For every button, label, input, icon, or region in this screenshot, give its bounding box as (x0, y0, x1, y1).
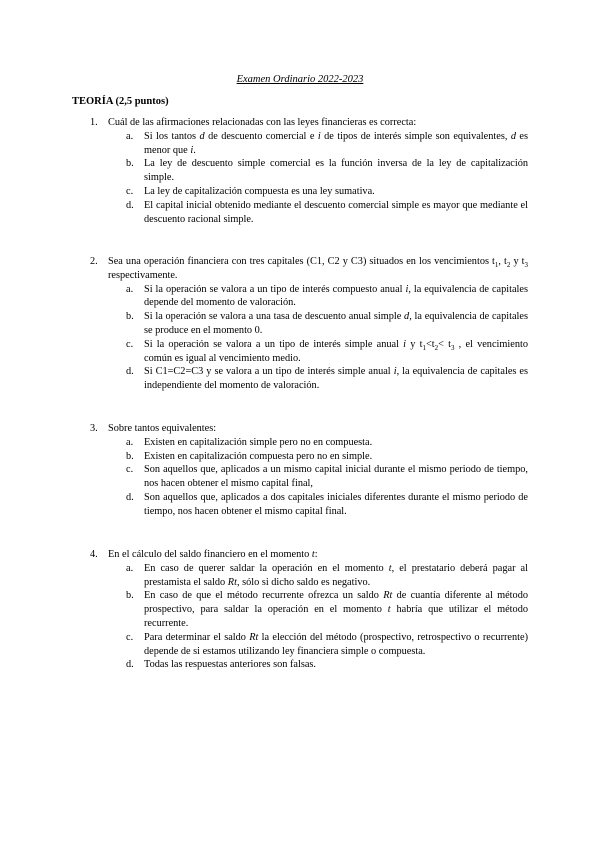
option-letter: c. (126, 338, 134, 350)
option-d (90, 199, 528, 227)
option-letter: a. (126, 130, 134, 142)
option-c (90, 463, 528, 491)
option-c: c. Si la operación se valora a un tipo de interés simple anual i y $t_1<t_2< t_3$ , el vencimiento común es igual al vencimiento medio. (126, 338, 528, 364)
option-b: b. Si la operación se valora a una tasa de descuento anual simple d, la equivalencia de capitales se produce en el momento 0. (126, 311, 528, 336)
option-letter: d. (126, 366, 134, 378)
option-letter: c. (126, 185, 134, 197)
option-letter: d. (126, 659, 134, 671)
option-letter: d. (126, 199, 134, 211)
option-b (90, 157, 528, 185)
option-a: a. Si la operación se valora a un tipo de interés compuesto anual i, la equivalencia de capitales depende del momento de valoración. (126, 283, 528, 309)
option-text: El capital inicial obtenido mediante el descuento comercial simple es mayor que mediante el descuento racional simple. (144, 199, 528, 225)
option-text: Existen en capitalización compuesta pero no en simple. (144, 450, 373, 462)
option-d (90, 491, 528, 519)
option-letter: a. (126, 562, 134, 574)
option-list (90, 436, 528, 519)
option-text: Son aquellos que, aplicados a dos capitales iniciales diferentes durante el mismo periodo de tiempo, nos hacen obtener el mismo capital final. (144, 491, 528, 517)
option-a (90, 436, 528, 450)
question-number: 4. (90, 549, 98, 560)
question-3 (90, 422, 528, 519)
option-letter: b. (126, 158, 134, 170)
option-a: a. En caso de querer saldar la operación en el momento t, el prestatario deberá pagar al prestamista el saldo Rt, sólo si dicho saldo es negativo. (126, 562, 528, 588)
option-c (90, 185, 528, 199)
question-text: En el cálculo del saldo financiero en el momento t: (108, 549, 318, 560)
question-text: Sobre tantos equivalentes: (108, 423, 217, 434)
option-text: La ley de descuento simple comercial es la función inversa de la ley de capitalización simple. (144, 158, 528, 184)
question-number: 3. (90, 423, 98, 434)
option-list (90, 283, 528, 393)
exam-title: Examen Ordinario 2022-2023 (236, 74, 364, 85)
option-letter: b. (126, 311, 134, 323)
question-number: 1. (90, 117, 98, 128)
option-letter: a. (126, 283, 134, 295)
section-heading: TEORÍA (2,5 puntos) (72, 96, 169, 107)
option-letter: c. (126, 631, 134, 643)
option-a: a. Si los tantos d de descuento comercial e i de tipos de interés simple son equivalentes, d es menor que i. (126, 130, 528, 156)
option-d: d. Si C1=C2=C3 y se valora a un tipo de interés simple anual i, la equivalencia de capitales es independiente del momento de valoración. (126, 366, 528, 392)
option-letter: b. (126, 590, 134, 602)
question-text: Sea una operación financiera con tres capitales (C1, C2 y C3) situados en los vencimientos $t_1$, $t_2$ y $t_3$ respectivamente. (108, 256, 529, 281)
option-c: c. Para determinar el saldo Rt la elección del método (prospectivo, retrospectivo o recurrente) depende de si estamos utilizando ley financiera simple o compuesta. (126, 631, 529, 657)
option-text: Existen en capitalización simple pero no en compuesta. (144, 436, 373, 448)
option-list (90, 130, 528, 227)
option-letter: b. (126, 450, 134, 462)
option-letter: c. (126, 464, 134, 476)
option-letter: d. (126, 491, 134, 503)
option-list (90, 562, 528, 672)
option-b (90, 450, 528, 464)
question-text: Cuál de las afirmaciones relacionadas con las leyes financieras es correcta: (108, 117, 417, 128)
option-b: b. En caso de que el método recurrente ofrezca un saldo Rt de cuantía diferente al método prospectivo, para saldar la operación en el momento t habría que utilizar el método recurrente. (126, 590, 528, 629)
option-text: La ley de capitalización compuesta es una ley sumativa. (144, 185, 375, 197)
question-number: 2. (90, 256, 98, 267)
question-4 (90, 548, 528, 672)
option-text: Todas las respuestas anteriores son falsas. (144, 659, 316, 671)
option-d (90, 658, 528, 672)
question-1 (90, 116, 528, 226)
option-text: Son aquellos que, aplicados a un mismo capital inicial durante el mismo periodo de tiempo, nos hacen obtener el mismo capital final, (144, 464, 528, 490)
option-letter: a. (126, 436, 134, 448)
question-2 (90, 255, 528, 393)
